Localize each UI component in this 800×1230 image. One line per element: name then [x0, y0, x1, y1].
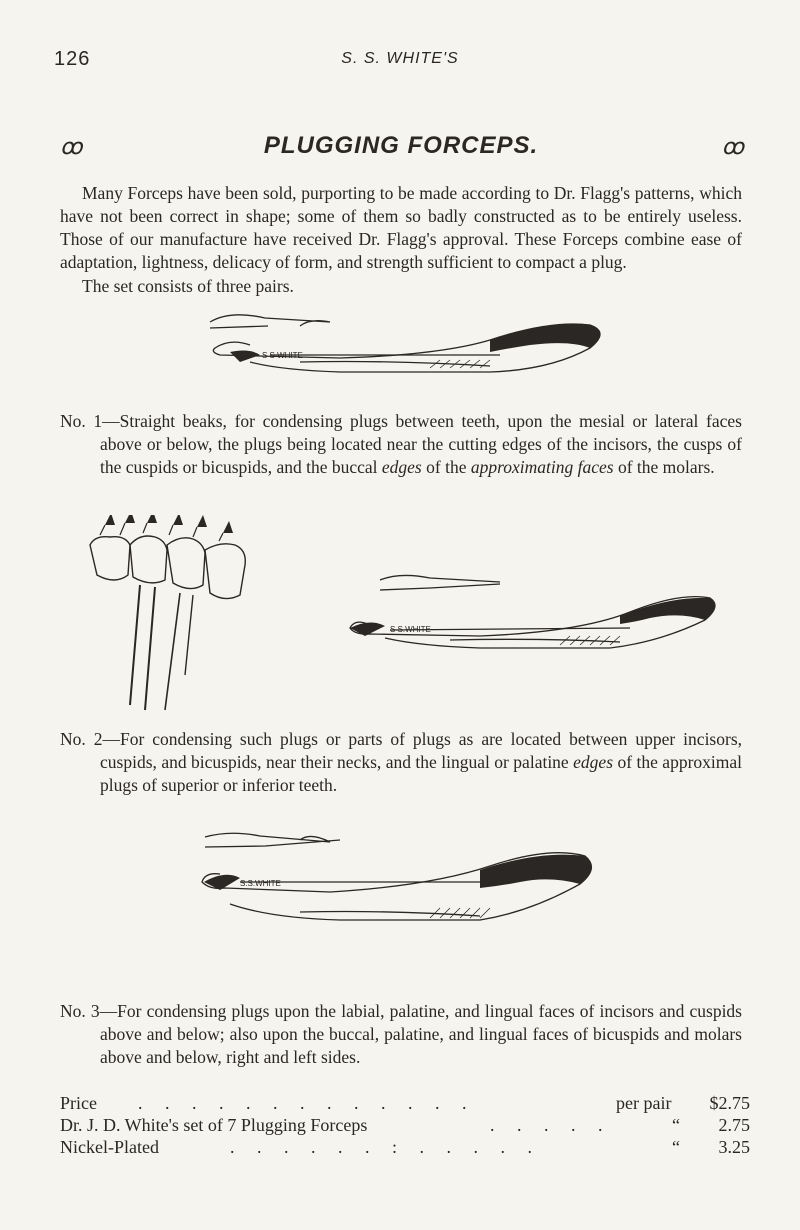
forceps-no1-illustration: [190, 300, 620, 395]
ornament-left: ꝏ: [60, 134, 81, 159]
price-list: [60, 1092, 750, 1158]
price-label: Price: [60, 1093, 97, 1113]
forceps-no1-em-b: approximating faces: [470, 457, 614, 477]
forceps-no2-illustration: [330, 560, 725, 670]
forceps-no3-text: —For condensing plugs upon the labial, palatine, and lingual faces of incisors and cuspids above and below; also upon the buccal, palatine, and lingual faces of bicuspids and molars above and below, right and left sides.: [99, 1001, 742, 1067]
forceps-no2-text-b: of the approximal plugs of superior or inferior teeth.: [100, 752, 743, 795]
forceps-no3-stamp: S.S.WHITE: [240, 879, 281, 888]
page-header: [54, 48, 746, 78]
forceps-no3-number: No. 3: [60, 1001, 100, 1021]
forceps-no2-em-a: edges: [573, 752, 614, 772]
price-unit: “: [672, 1115, 680, 1135]
forceps-no1-text-b: of the: [421, 457, 471, 477]
forceps-no2-text-a: —For condensing such plugs or parts of plugs as are located between upper incisors, cuspids, and bicuspids, near their necks, and the lingual or palatine: [100, 729, 743, 772]
price-row: [60, 1092, 750, 1114]
forceps-no1-text-c: of the molars.: [613, 457, 715, 477]
forceps-no1-description: [60, 410, 742, 479]
price-row: [60, 1114, 750, 1136]
price-label: Dr. J. D. White's set of 7 Plugging Forceps: [60, 1115, 368, 1135]
forceps-no2-number: No. 2: [60, 729, 103, 749]
set-description: The set consists of three pairs.: [82, 276, 294, 296]
section-title-row: [60, 132, 742, 172]
price-value: 2.75: [718, 1115, 750, 1135]
forceps-no1-stamp: S S WHITE: [262, 351, 303, 360]
forceps-no2-stamp: S S.WHITE: [390, 625, 431, 634]
price-label: Nickel-Plated: [60, 1137, 159, 1157]
teeth-diagram-illustration: [85, 515, 260, 715]
forceps-no1-number: No. 1: [60, 411, 103, 431]
page-number: 126: [54, 48, 91, 70]
price-unit: per pair: [616, 1093, 672, 1113]
forceps-no3-description: [60, 1000, 742, 1069]
forceps-no2-description: [60, 728, 742, 797]
price-value: $2.75: [709, 1093, 750, 1113]
price-value: 3.25: [718, 1137, 750, 1157]
price-leader-dots: . . . . .: [490, 1115, 612, 1135]
section-title: PLUGGING FORCEPS.: [263, 132, 539, 159]
forceps-no1-text-a: —Straight beaks, for condensing plugs between teeth, upon the mesial or lateral faces above or below, the plugs being located near the cutting edges of the incisors, the cusps of the cuspids or bicuspids, and the buccal: [100, 411, 742, 477]
ornament-right: ꝏ: [721, 134, 742, 159]
price-unit: “: [672, 1137, 680, 1157]
forceps-no1-em-a: edges: [381, 457, 422, 477]
price-leader-dots: . . . . . . : . . . . .: [230, 1137, 542, 1157]
price-leader-dots: . . . . . . . . . . . . .: [138, 1093, 476, 1113]
price-row: [60, 1136, 750, 1158]
forceps-no3-illustration: [190, 822, 610, 937]
intro-paragraph: Many Forceps have been sold, purporting to be made according to Dr. Flagg's patterns, which have not been correct in shape; some of them so badly constructed as to be entirely useless. Those of our manufacture have received Dr. Flagg's approval. These Forceps combine ease of adaptation, lightness, delicacy of form, and strength sufficient to compact a plug.: [60, 183, 742, 272]
running-head: S. S. WHITE'S: [341, 50, 459, 67]
